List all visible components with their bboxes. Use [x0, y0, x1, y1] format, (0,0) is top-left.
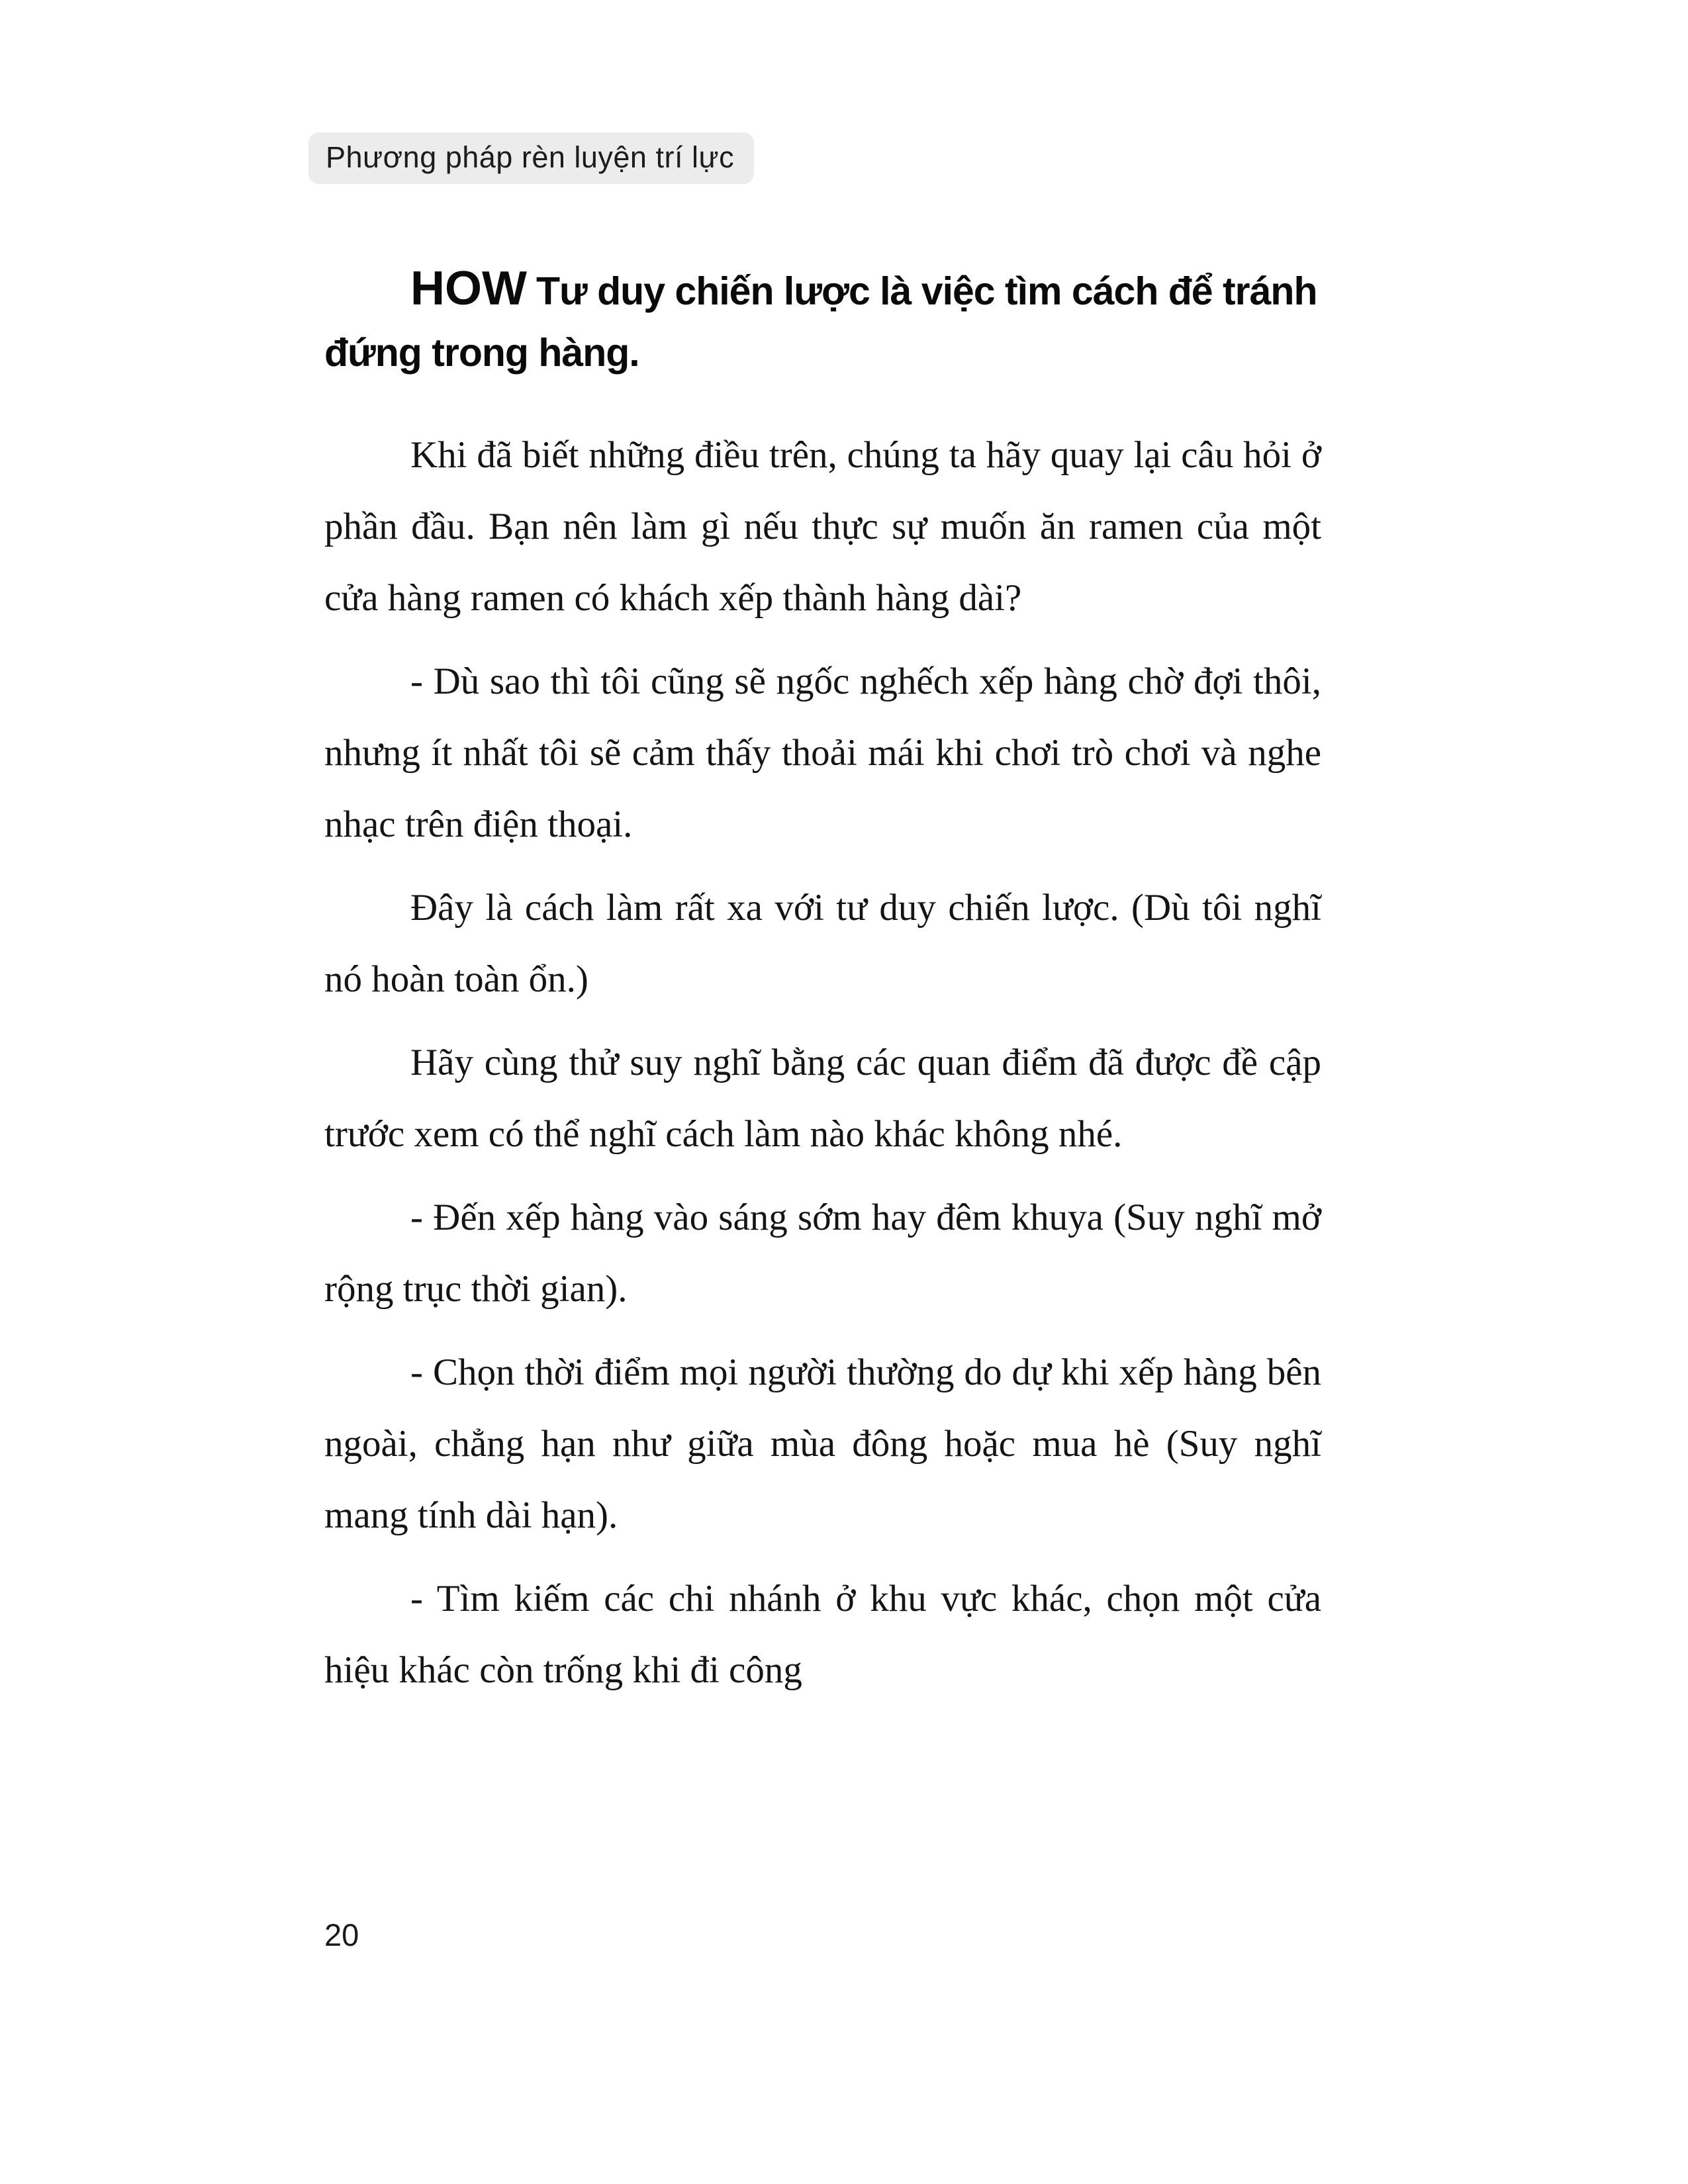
- page-content: [324, 258, 1321, 1718]
- section-heading: [324, 258, 1321, 384]
- running-header: [308, 132, 754, 184]
- running-header-text: Phương pháp rèn luyện trí lực: [326, 140, 735, 174]
- paragraph: Khi đã biết những điều trên, chúng ta hãy quay lại câu hỏi ở phần đầu. Bạn nên làm gì nếu thực sự muốn ăn ramen của một cửa hàng ramen có khách xếp thành hàng dài?: [324, 434, 1321, 619]
- paragraph: - Tìm kiếm các chi nhánh ở khu vực khác, chọn một cửa hiệu khác còn trống khi đi công: [324, 1578, 1321, 1691]
- paragraph: - Chọn thời điểm mọi người thường do dự khi xếp hàng bên ngoài, chẳng hạn như giữa mùa đông hoặc mua hè (Suy nghĩ mang tính dài hạn).: [324, 1351, 1321, 1536]
- paragraph: Đây là cách làm rất xa với tư duy chiến lược. (Dù tôi nghĩ nó hoàn toàn ổn.): [324, 887, 1321, 1000]
- page-number: 20: [324, 1917, 359, 1952]
- heading-keyword: HOW: [410, 262, 527, 315]
- paragraph: Hãy cùng thử suy nghĩ bằng các quan điểm đã được đề cập trước xem có thể nghĩ cách làm nào khác không nhé.: [324, 1042, 1321, 1155]
- heading-text: Tư duy chiến lược là việc tìm cách để tránh đứng trong hàng.: [324, 269, 1317, 375]
- paragraph: - Dù sao thì tôi cũng sẽ ngốc nghếch xếp hàng chờ đợi thôi, nhưng ít nhất tôi sẽ cảm thấy thoải mái khi chơi trò chơi và nghe nhạc trên điện thoại.: [324, 660, 1321, 845]
- paragraph: - Đến xếp hàng vào sáng sớm hay đêm khuya (Suy nghĩ mở rộng trục thời gian).: [324, 1197, 1321, 1310]
